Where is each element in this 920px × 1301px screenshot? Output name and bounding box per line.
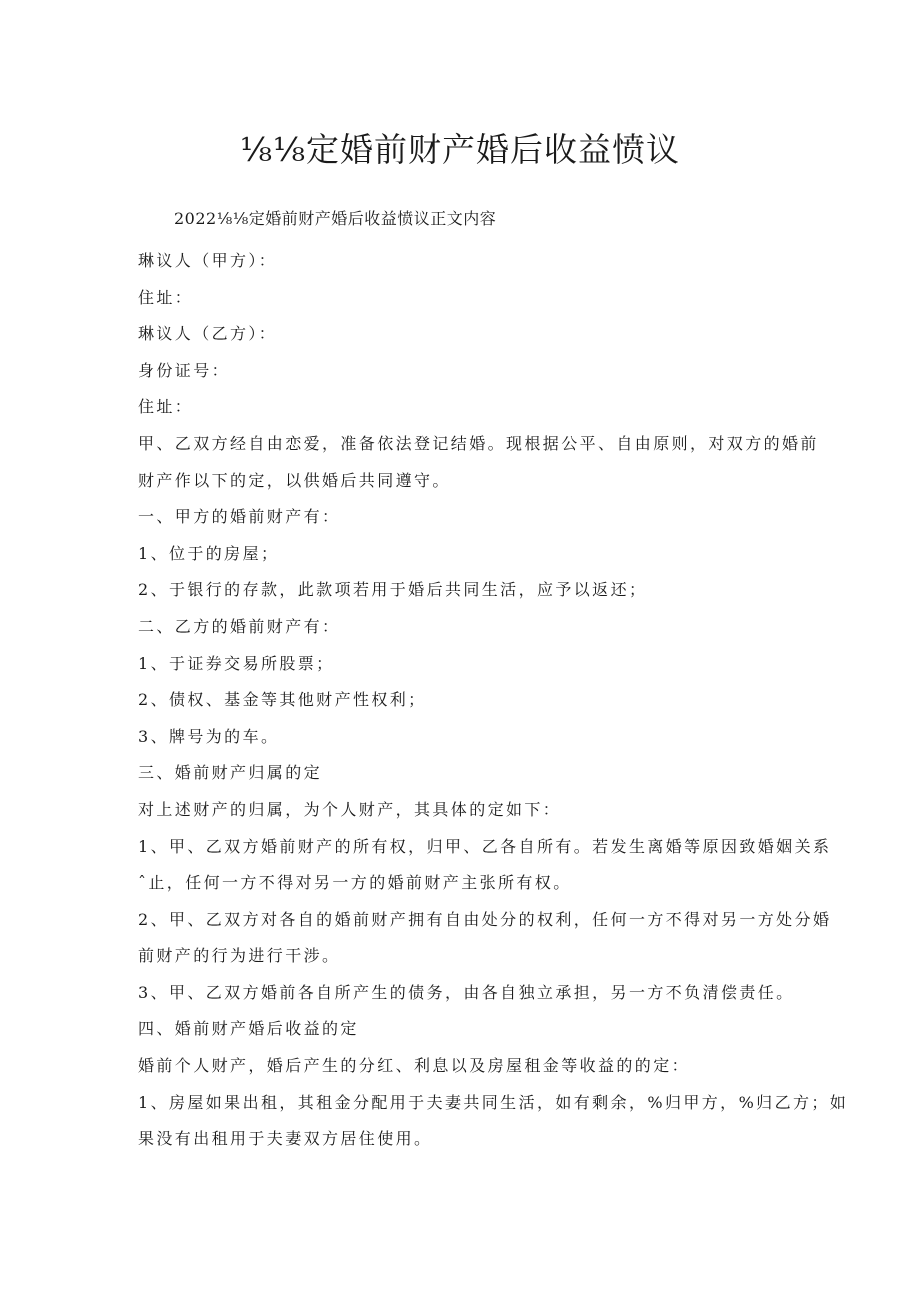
document-title: ⅛⅛定婚前财产婚后收益愤议 — [240, 130, 680, 169]
section-1-item-1: 1、位于的房屋； — [138, 543, 280, 563]
section-3-item-1-line-1: 1、甲、乙双方婚前财产的所有权，归甲、乙各自所有。若发生离婚等原因致婚姻关系 — [138, 836, 832, 856]
section-2-item-3: 3、牌号为的车。 — [138, 726, 280, 746]
section-2-heading: 二、乙方的婚前财产有： — [138, 616, 341, 636]
section-3-intro: 对上述财产的归属，为个人财产，其具体的定如下： — [138, 799, 562, 819]
party-b-address: 住址： — [138, 397, 194, 417]
section-4-heading: 四、婚前财产婚后收益的定 — [138, 1019, 359, 1039]
section-4-intro: 婚前个人财产，婚后产生的分红、利息以及房屋租金等收益的的定： — [138, 1056, 691, 1076]
document-body — [138, 243, 849, 1158]
section-1-heading: 一、甲方的婚前财产有： — [138, 507, 341, 527]
section-3-heading: 三、婚前财产归属的定 — [138, 763, 323, 783]
preamble-line-2: 财产作以下的定，以供婚后共同遵守。 — [138, 470, 451, 490]
section-3-item-2-line-1: 2、甲、乙双方对各自的婚前财产拥有自由处分的权利，任何一方不得对另一方处分婚 — [138, 909, 832, 929]
section-3-item-3: 3、甲、乙双方婚前各自所产生的债务，由各自独立承担，另一方不负清偿责任。 — [138, 982, 795, 1002]
section-4-item-1-line-2: 果没有出租用于夫妻双方居住使用。 — [138, 1129, 433, 1149]
section-2-item-1: 1、于证券交易所股票； — [138, 653, 335, 673]
section-4-item-1-line-1: 1、房屋如果出租，其租金分配用于夫妻共同生活，如有剩余，%归甲方，%归乙方；如 — [138, 1092, 849, 1112]
section-3-item-2-line-2: 前财产的行为进行干涉。 — [138, 946, 341, 966]
party-b-id-number: 身份证号： — [138, 360, 231, 380]
preamble-line-1: 甲、乙双方经自由恋爱，准备依法登记结婚。现根据公平、自由原则，对双方的婚前 — [138, 433, 819, 453]
party-a-label: 琳议人（甲方）： — [138, 251, 278, 270]
section-2-item-2: 2、债权、基金等其他财产性权利； — [138, 690, 427, 710]
section-1-item-2: 2、于银行的存款，此款项若用于婚后共同生活，应予以返还； — [138, 580, 648, 600]
document-subtitle: 2022⅛⅛定婚前财产婚后收益愤议正文内容 — [174, 209, 497, 228]
party-a-address: 住址： — [138, 287, 194, 307]
section-3-item-1-line-2: ˆ止，任何一方不得对另一方的婚前财产主张所有权。 — [138, 873, 572, 893]
party-b-label: 琳议人（乙方）： — [138, 324, 278, 344]
